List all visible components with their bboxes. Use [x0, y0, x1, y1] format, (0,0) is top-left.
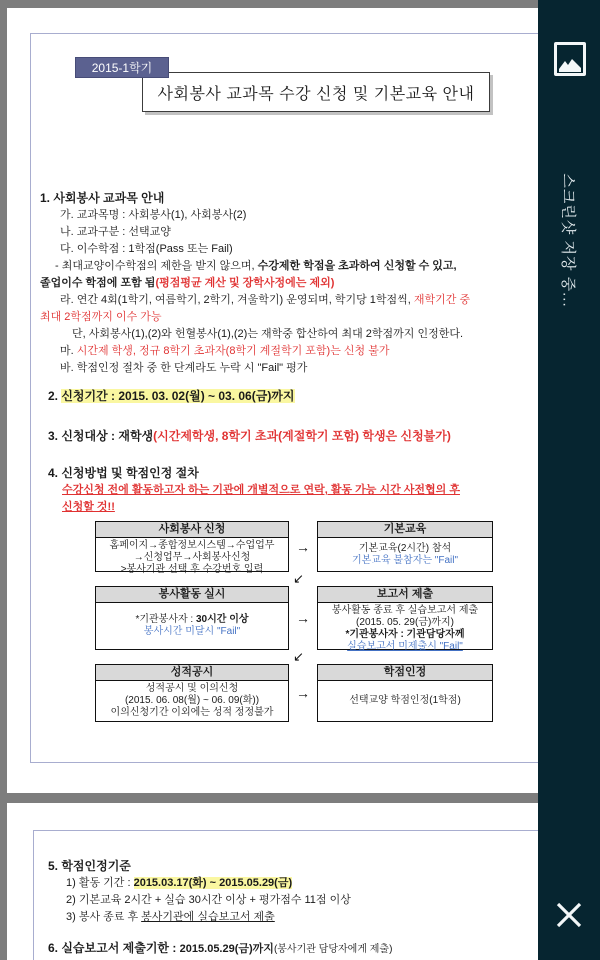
- down-left-arrow-icon: ↙: [293, 649, 304, 664]
- flow-row-1: [95, 521, 493, 575]
- section-5: [48, 858, 351, 926]
- flow-box-grade-posting: 성적공시 성적공시 및 이의신청 (2015. 06. 08(월) ~ 06. 09(화)) 이의신청기간 이외에는 성적 정정불가: [95, 664, 289, 722]
- section-4-warning-line2: 신청할 것!!: [62, 501, 115, 513]
- section-1-item-na: 나. 교과구분 : 선택교양: [60, 226, 171, 238]
- section-3: 3. 신청대상 : 재학생(시간제학생, 8학기 초과(계절학기 포함) 학생은 신청불가): [48, 429, 451, 443]
- section-1-dash-line-2: 졸업이수 학점에 포함 됨(평점평균 계산 및 장학사정에는 제외): [40, 277, 335, 289]
- document-title-box: [142, 72, 490, 112]
- screenshot-thumbnail-button[interactable]: [554, 42, 586, 76]
- document-page-2: [7, 803, 540, 960]
- section-1-heading: 1. 사회봉사 교과목 안내: [40, 191, 165, 205]
- activity-period-highlight: 2015.03.17(화) ~ 2015.05.29(금): [133, 877, 293, 889]
- procedure-flowchart: [95, 521, 493, 722]
- down-left-arrow-icon: ↙: [293, 571, 304, 586]
- section-2: 2. 신청기간 : 2015. 03. 02(월) ~ 03. 06(금)까지: [48, 389, 295, 403]
- section-1-item-ga: 가. 교과목명 : 사회봉사(1), 사회봉사(2): [60, 209, 247, 221]
- section-4-heading: 4. 신청방법 및 학점인정 절차: [48, 466, 199, 480]
- close-icon: [555, 901, 583, 929]
- section-1-item-ma: 마. 시간제 학생, 정규 8학기 초과자(8학기 계절학기 포함)는 신청 불가: [60, 345, 390, 357]
- flow-row-3: [95, 664, 493, 722]
- flow-box-report-submit: 보고서 제출 봉사활동 종료 후 실습보고서 제출 (2015. 05. 29(금)까지) *기관봉사자 : 기관담당자께 실습보고서 미제출시 "Fail": [317, 586, 493, 650]
- flow-box-credit-recognition: 학점인정 선택교양 학점인정(1학점): [317, 664, 493, 722]
- image-icon: [558, 57, 582, 73]
- section-5-heading: 5. 학점인정기준: [48, 859, 131, 873]
- saving-status-label: 스크린샷 저장 중...: [559, 172, 577, 308]
- right-arrow-icon: →: [296, 610, 310, 626]
- section-1-item-ra-cont: 최대 2학점까지 이수 가능: [40, 311, 162, 323]
- right-arrow-icon: →: [296, 538, 310, 555]
- saving-status: [538, 128, 600, 352]
- section-1-item-dan: 단, 사회봉사(1),(2)와 헌혈봉사(1),(2)는 재학중 합산하여 최대 2학점까지 인정한다.: [72, 328, 464, 340]
- document-page-1: [7, 8, 540, 793]
- section-4-warning-line1: 수강신청 전에 활동하고자 하는 기관에 개별적으로 연락, 활동 가능 시간 사전협의 후: [62, 484, 460, 496]
- semester-badge: 2015-1학기: [75, 57, 169, 78]
- section-1-dash-line: - 최대교양이수학점의 제한을 받지 않으며, 수강제한 학점을 초과하여 신청할 수 있고,: [55, 260, 457, 272]
- application-period-highlight: 신청기간 : 2015. 03. 02(월) ~ 03. 06(금)까지: [61, 389, 295, 403]
- flow-box-basic-education: 기본교육 기본교육(2시간) 참석 기본교육 불참자는 "Fail": [317, 521, 493, 572]
- flow-box-volunteer-activity: 봉사활동 실시 *기관봉사자 : 30시간 이상 봉사시간 미달시 "Fail": [95, 586, 289, 650]
- flow-row-2: [95, 586, 493, 650]
- section-6: 6. 실습보고서 제출기한 : 2015.05.29(금)까지(봉사기관 담당자에게 제출): [48, 941, 393, 955]
- document-title: 사회봉사 교과목 수강 신청 및 기본교육 안내: [157, 85, 475, 103]
- close-button[interactable]: [554, 898, 584, 932]
- section-1: [40, 190, 470, 377]
- section-5-item-3: 3) 봉사 종료 후 봉사기관에 실습보고서 제출: [66, 911, 275, 923]
- right-arrow-icon: →: [296, 685, 310, 701]
- section-1-item-ba: 바. 학점인정 절차 중 한 단계라도 누락 시 "Fail" 평가: [60, 362, 308, 374]
- section-4: [48, 465, 460, 516]
- section-1-item-ra: 라. 연간 4회(1학기, 여름학기, 2학기, 겨울학기) 운영되며, 학기당 1학점씩, 재학기간 중: [60, 294, 471, 306]
- screenshot-overlay-sidebar: [538, 0, 600, 960]
- section-5-item-2: 2) 기본교육 2시간 + 실습 30시간 이상 + 평가점수 11점 이상: [66, 894, 351, 906]
- section-5-item-1: 1) 활동 기간 : 2015.03.17(화) ~ 2015.05.29(금): [66, 877, 293, 889]
- section-1-item-da: 다. 이수학점 : 1학점(Pass 또는 Fail): [60, 243, 233, 255]
- flow-box-volunteer-apply: 사회봉사 신청 홈페이지→종합정보시스템→수업업무 →신청업무→사회봉사신청 >봉사기관 선택 후 수강번호 입력: [95, 521, 289, 572]
